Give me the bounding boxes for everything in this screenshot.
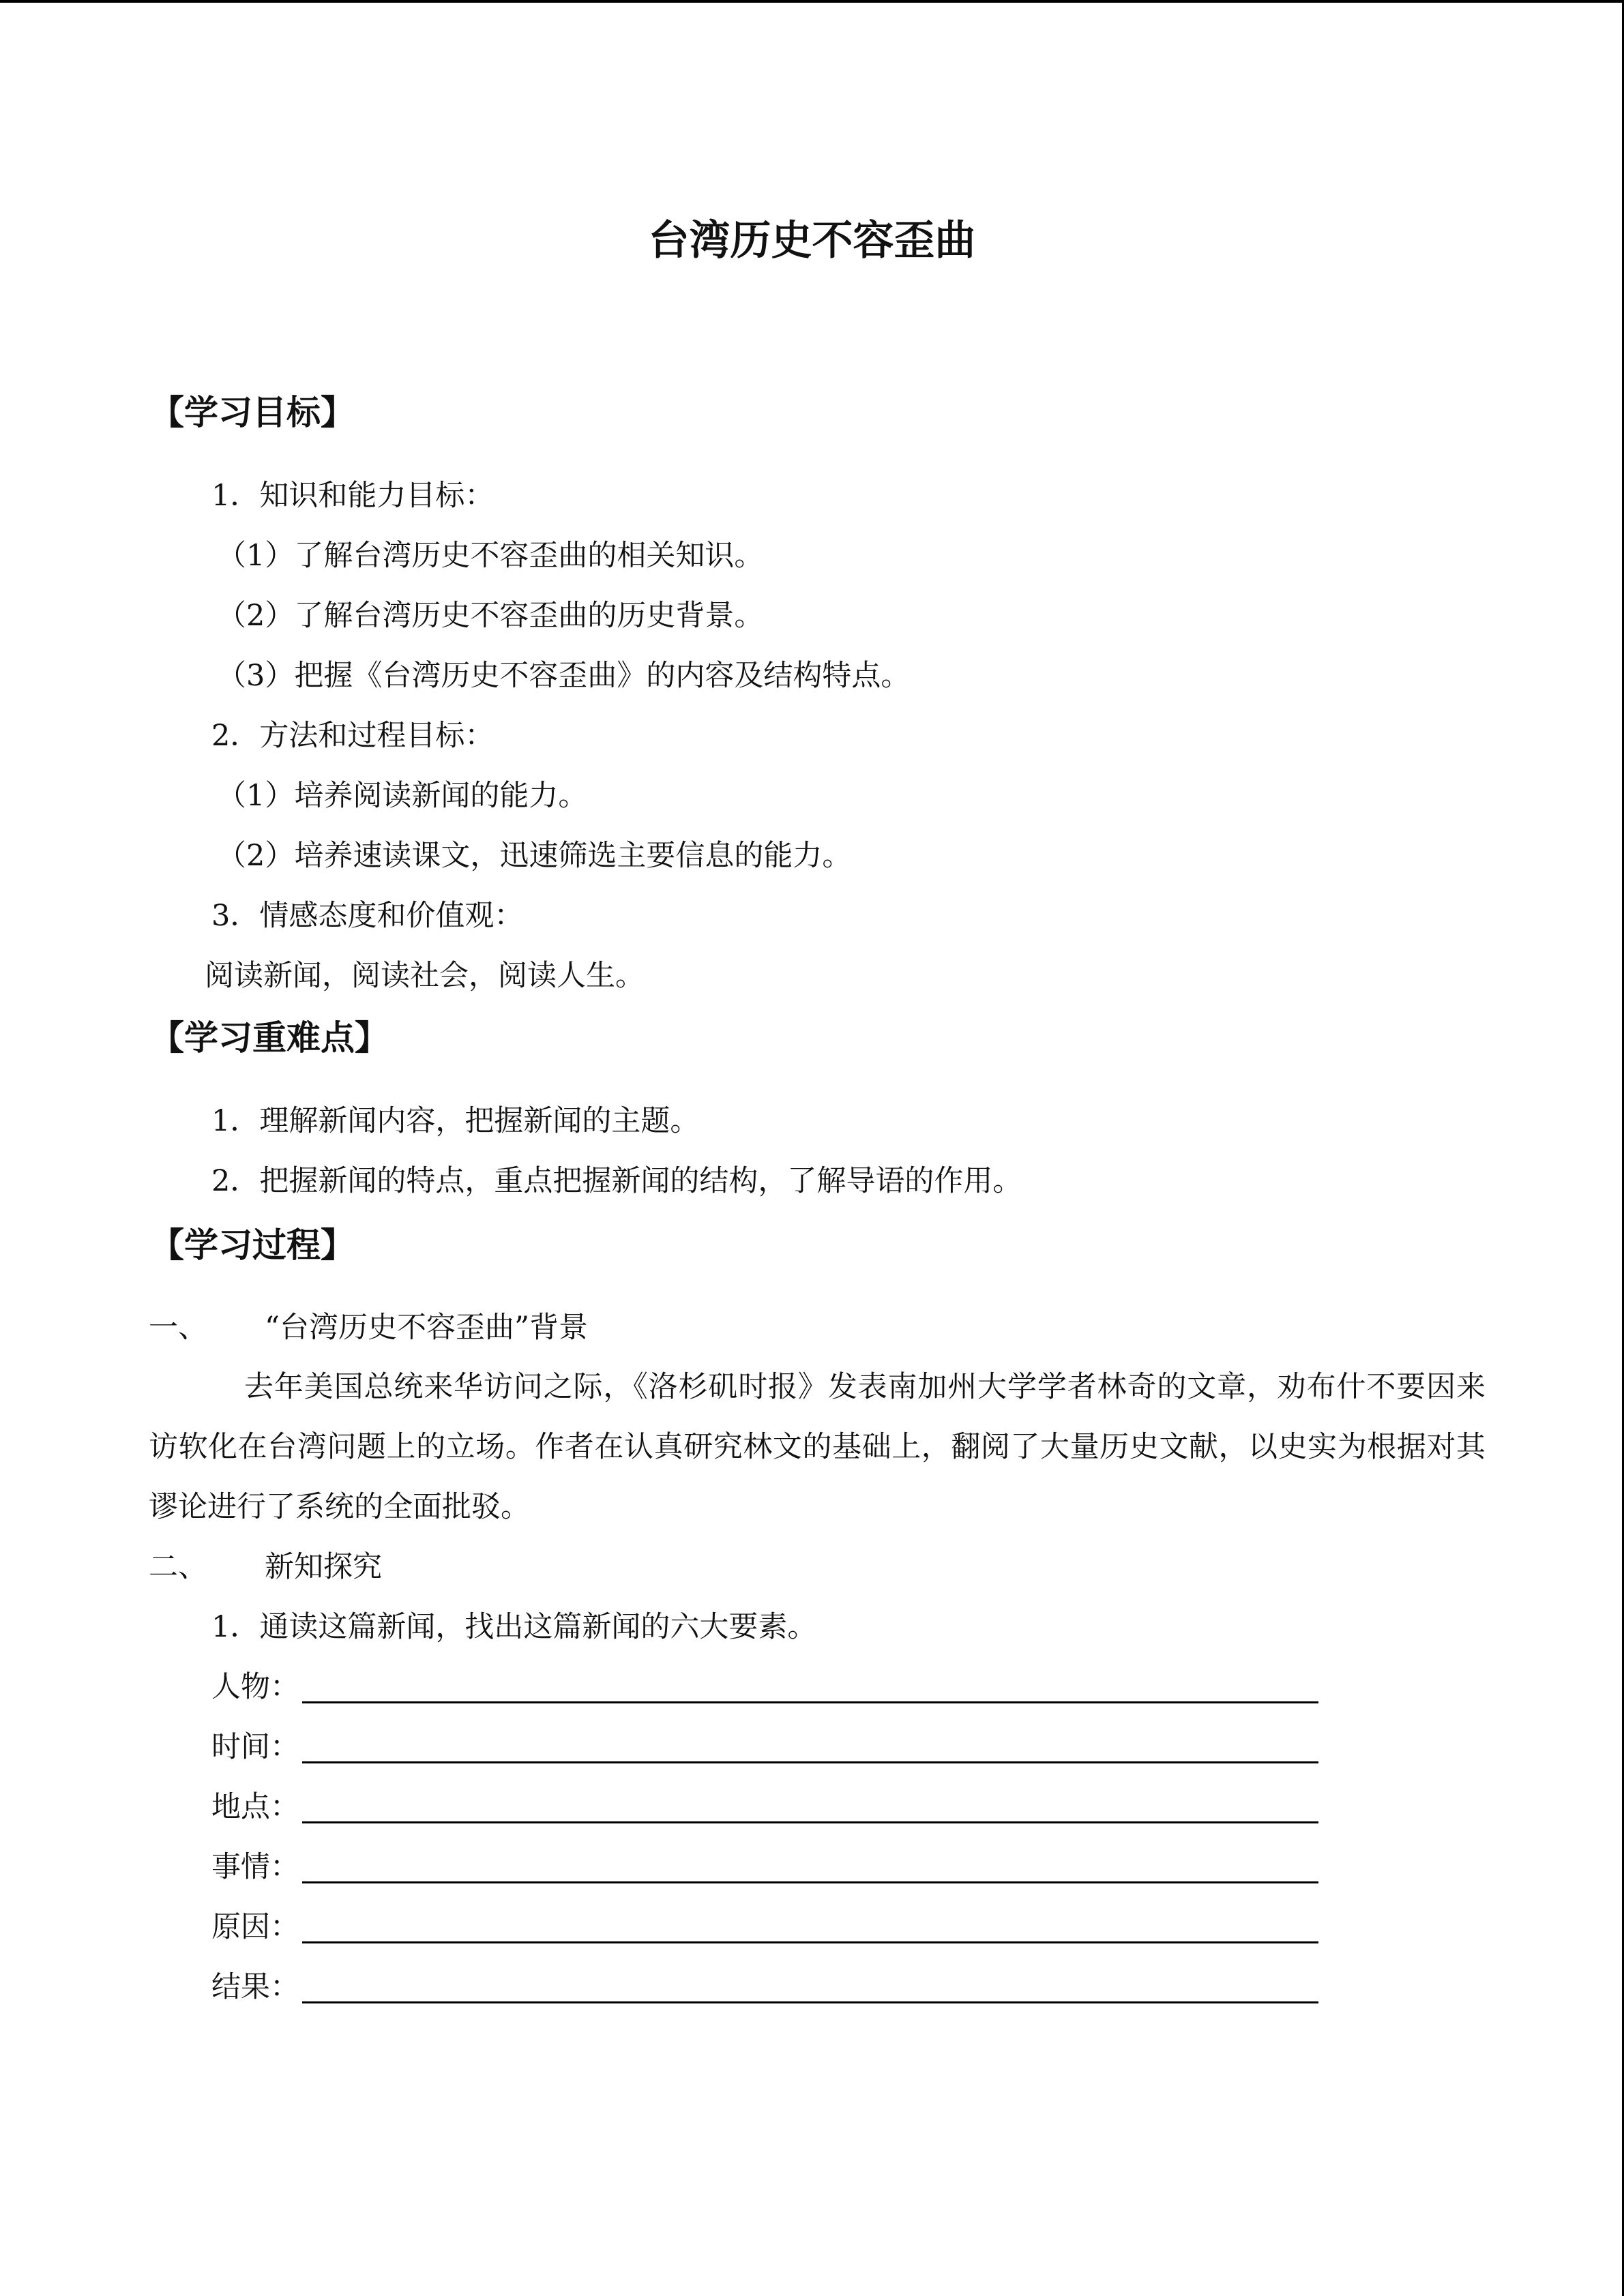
page-top-border: [0, 0, 1624, 3]
objective-line: （1）了解台湾历史不容歪曲的相关知识。: [217, 539, 764, 573]
document-title: 台湾历史不容歪曲: [648, 217, 976, 265]
objective-line: 阅读新闻，阅读社会，阅读人生。: [205, 959, 645, 993]
section-number: 一、: [149, 1311, 207, 1345]
key-point-line: 1．理解新闻内容，把握新闻的主题。: [211, 1104, 700, 1138]
blank-label: 时间：: [211, 1730, 299, 1764]
objective-line: （1）培养阅读新闻的能力。: [217, 779, 588, 813]
blank-label: 地点：: [211, 1790, 299, 1824]
fill-in-result: [211, 1965, 1318, 2009]
blank-label: 人物：: [211, 1670, 299, 1704]
process-heading: 【学习过程】: [150, 1225, 355, 1265]
objective-line: （2）了解台湾历史不容歪曲的历史背景。: [217, 599, 764, 633]
answer-blank[interactable]: [302, 1881, 1318, 1883]
section-two-title: [149, 1545, 382, 1589]
key-point-line: 2．把握新闻的特点，重点把握新闻的结构，了解导语的作用。: [211, 1164, 1022, 1198]
section-number: 二、: [149, 1550, 207, 1584]
key-points-heading: 【学习重难点】: [150, 1018, 389, 1058]
background-paragraph: 去年美国总统来华访问之际，《洛杉矶时报》发表南加州大学学者林奇的文章，劝布什不要因来访软化在台湾问题上的立场。作者在认真研究林文的基础上，翻阅了大量历史文献，以史实为根据对其谬论进行了系统的全面批驳。: [149, 1370, 1486, 1524]
objectives-heading: 【学习目标】: [150, 393, 355, 432]
fill-in-event: [211, 1845, 1318, 1889]
blank-label: 结果：: [211, 1970, 299, 2004]
objective-line: （3）把握《台湾历史不容歪曲》的内容及结构特点。: [217, 659, 911, 693]
answer-blank[interactable]: [302, 2001, 1318, 2003]
section-title: 新知探究: [265, 1550, 382, 1584]
answer-blank[interactable]: [302, 1821, 1318, 1823]
task-instruction: 1．通读这篇新闻，找出这篇新闻的六大要素。: [211, 1610, 817, 1644]
fill-in-person: [211, 1665, 1318, 1709]
objective-line: 1．知识和能力目标：: [211, 479, 494, 513]
answer-blank[interactable]: [302, 1701, 1318, 1703]
answer-blank[interactable]: [302, 1761, 1318, 1763]
section-title: “台湾历史不容歪曲”背景: [265, 1311, 588, 1345]
objective-line: 2．方法和过程目标：: [211, 719, 494, 753]
blank-label: 原因：: [211, 1910, 299, 1944]
section-one-title: [149, 1306, 588, 1350]
answer-blank[interactable]: [302, 1941, 1318, 1943]
fill-in-time: [211, 1725, 1318, 1769]
fill-in-place: [211, 1785, 1318, 1829]
objective-line: 3．情感态度和价值观：: [211, 899, 524, 933]
blank-label: 事情：: [211, 1850, 299, 1884]
fill-in-cause: [211, 1905, 1318, 1949]
objective-line: （2）培养速读课文，迅速筛选主要信息的能力。: [217, 839, 852, 873]
